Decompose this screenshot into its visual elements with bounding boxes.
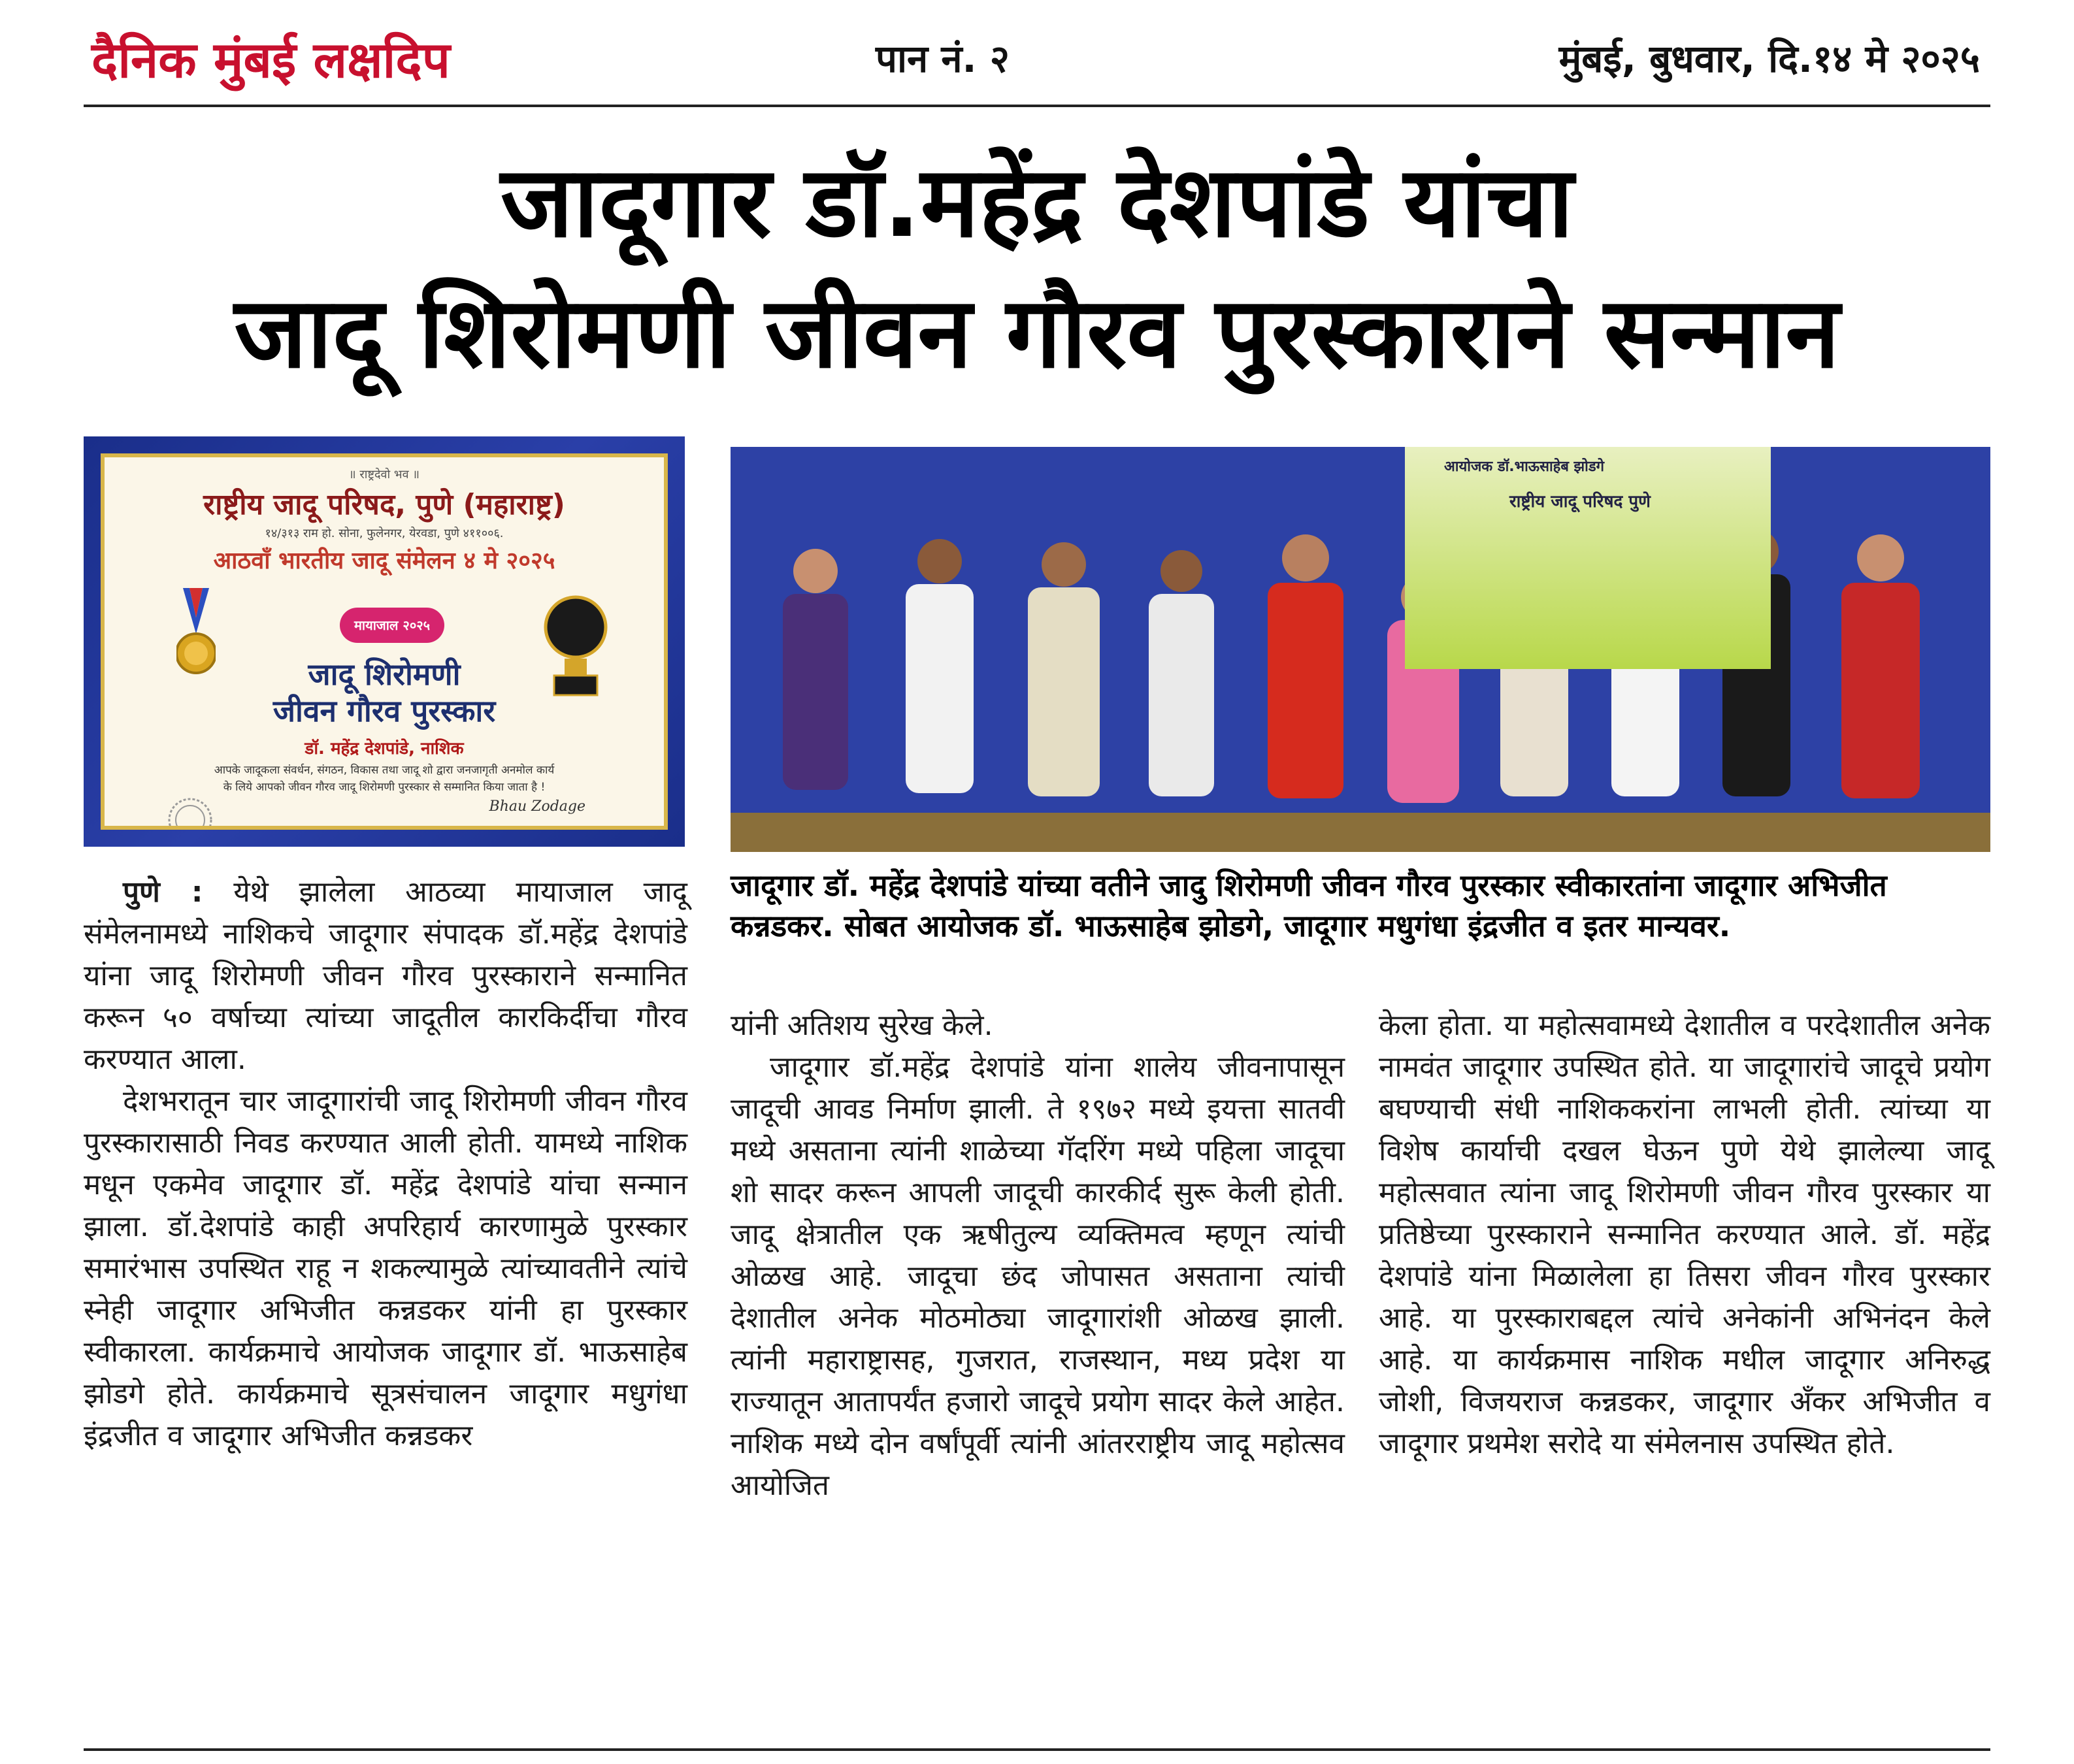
certificate-frame bbox=[101, 453, 668, 830]
banner-line-2: राष्ट्रीय जादू परिषद पुणे bbox=[1509, 492, 1651, 512]
trophy-icon bbox=[540, 595, 612, 699]
certificate-motto: ॥ राष्ट्रदेवो भव ॥ bbox=[348, 468, 420, 482]
headline bbox=[65, 137, 2009, 399]
article-column-1 bbox=[84, 872, 687, 1457]
banner-line-1: आयोजक डॉ.भाऊसाहेब झोडगे bbox=[1444, 459, 1605, 475]
article-column-3 bbox=[1379, 1005, 1990, 1465]
top-rule bbox=[84, 105, 1990, 107]
certificate-org: राष्ट्रीय जादू परिषद, पुणे (महाराष्ट्र) bbox=[203, 488, 565, 521]
certificate-address: १४/३१३ राम हो. सोना, फुलेनगर, येरवडा, पुणे ४११००६. bbox=[265, 527, 504, 540]
article-paragraph bbox=[84, 872, 687, 1081]
bottom-rule bbox=[84, 1748, 1990, 1751]
article-dateline-city: पुणे : bbox=[123, 875, 203, 909]
article-paragraph: यांनी अतिशय सुरेख केले. bbox=[731, 1009, 993, 1042]
certificate-award-line-1: जादू शिरोमणी bbox=[308, 657, 461, 692]
page-number: पान नं. २ bbox=[876, 37, 1010, 81]
certificate-text-line-2: के लिये आपको जीवन गौरव जादू शिरोमणी पुरस्कार से सम्मानित किया जाता है ! bbox=[223, 781, 546, 794]
event-photo bbox=[731, 447, 1990, 852]
stage-group-photo bbox=[731, 447, 1990, 852]
event-banner bbox=[1405, 447, 1771, 669]
certificate-signature: Bhau Zodage bbox=[489, 798, 585, 815]
photo-caption: जादूगार डॉ. महेंद्र देशपांडे यांच्या वतीने जादु शिरोमणी जीवन गौरव पुरस्कार स्वीकारतांना जादूगार अभिजीत कन्नडकर. सोबत आयोजक डॉ. भाऊसाहेब झोडगे, जादूगार मधुगंधा इंद्रजीत व इतर मान्यवर. bbox=[731, 868, 1887, 943]
certified-seal-icon bbox=[167, 797, 213, 830]
dateline: मुंबई, बुधवार, दि.१४ मे २०२५ bbox=[1558, 37, 1980, 81]
article-paragraph: जादूगार डॉ.महेंद्र देशपांडे यांना शालेय जीवनापासून जादूची आवड निर्माण झाली. ते १९७२ मध्ये इयत्ता सातवी मध्ये असताना त्यांनी शाळेच्या गॅदरिंग मध्ये पहिला जादूचा शो सादर करून आपली जादूची कारकीर्द सुरू केली होती. जादू क्षेत्रातील एक ऋषीतुल्य व्यक्तिमत्व म्हणून त्यांची ओळख आहे. जादूचा छंद जोपासत असताना त्यांची देशातील अनेक मोठमोठ्या जादूगारांशी ओळख झाली. त्यांनी महाराष्ट्रासह, गुजरात, राजस्थान, मध्य प्रदेश या राज्यातून आतापर्यंत हजारो जादूचे प्रयोग सादर केले आहेत. नाशिक मध्ये दोन वर्षांपूर्वी त्यांनी आंतरराष्ट्रीय जादू महोत्सव आयोजित bbox=[731, 1051, 1345, 1502]
certificate-photo bbox=[84, 436, 685, 847]
article-column-2 bbox=[731, 1005, 1345, 1507]
certificate-recipient: डॉ. महेंद्र देशपांडे, नाशिक bbox=[305, 739, 464, 759]
article-lead: येथे झालेला आठव्या मायाजाल जादू संमेलनामध्ये नाशिकचे जादूगार संपादक डॉ.महेंद्र देशपांडे यांना जादू शिरोमणी जीवन गौरव पुरस्काराने सन्मानित करून ५० वर्षाच्या त्यांच्या जादूतील कारकिर्दीचा गौरव करण्यात आला. bbox=[84, 875, 687, 1076]
headline-line-1: जादूगार डॉ.महेंद्र देशपांडे यांचा bbox=[500, 146, 1574, 259]
article-paragraph: देशभरातून चार जादूगारांची जादू शिरोमणी जीवन गौरव पुरस्कारासाठी निवड करण्यात आली होती. यामध्ये नाशिक मधून एकमेव जादूगार डॉ. महेंद्र देशपांडे यांचा सन्मान झाला. डॉ.देशपांडे काही अपरिहार्य कारणामुळे पुरस्कार समारंभास उपस्थित राहू न शकल्यामुळे त्यांच्यावतीने त्यांचे स्नेही जादूगार अभिजीत कन्नडकर यांनी हा पुरस्कार स्वीकारला. कार्यक्रमाचे आयोजक जादूगार डॉ. भाऊसाहेब झोडगे होते. कार्यक्रमाचे सूत्रसंचालन जादूगार मधुगंधा इंद्रजीत व जादूगार अभिजीत कन्नडकर bbox=[84, 1085, 687, 1452]
newspaper-name: दैनिक मुंबई लक्षदिप bbox=[91, 31, 450, 89]
certificate-brand: मायाजाल २०२५ bbox=[340, 608, 444, 643]
article-paragraph: केला होता. या महोत्सवामध्ये देशातील व परदेशातील अनेक नामवंत जादूगार उपस्थित होते. या जादूगारांचे जादूचे प्रयोग बघण्याची संधी नाशिककरांना लाभली होती. त्यांच्या या विशेष कार्याची दखल घेऊन पुणे येथे झालेल्या जादू महोत्सवात त्यांना जादू शिरोमणी जीवन गौरव पुरस्कार या प्रतिष्ठेच्या पुरस्काराने सन्मानित करण्यात आले. डॉ. महेंद्र देशपांडे यांना मिळालेला हा तिसरा जीवन गौरव पुरस्कार आहे. या पुरस्काराबद्दल त्यांचे अनेकांनी अभिनंदन केले आहे. या कार्यक्रमास नाशिक मधील जादूगार अनिरुद्ध जोशी, विजयराज कन्नडकर, जादूगार अँकर अभिजीत व जादूगार प्रथमेश सरोदे या संमेलनास उपस्थित होते. bbox=[1379, 1009, 1990, 1460]
certificate-event: आठवाँ भारतीय जादू संमेलन ४ मे २०२५ bbox=[213, 547, 555, 574]
headline-line-2: जादू शिरोमणी जीवन गौरव पुरस्काराने सन्मान bbox=[234, 276, 1840, 390]
certificate-award-line-2: जीवन गौरव पुरस्कार bbox=[272, 693, 496, 728]
certificate-text-line-1: आपके जादूकला संवर्धन, संगठन, विकास तथा जादू शो द्वारा जनजागृती अनमोल कार्य bbox=[214, 764, 555, 777]
